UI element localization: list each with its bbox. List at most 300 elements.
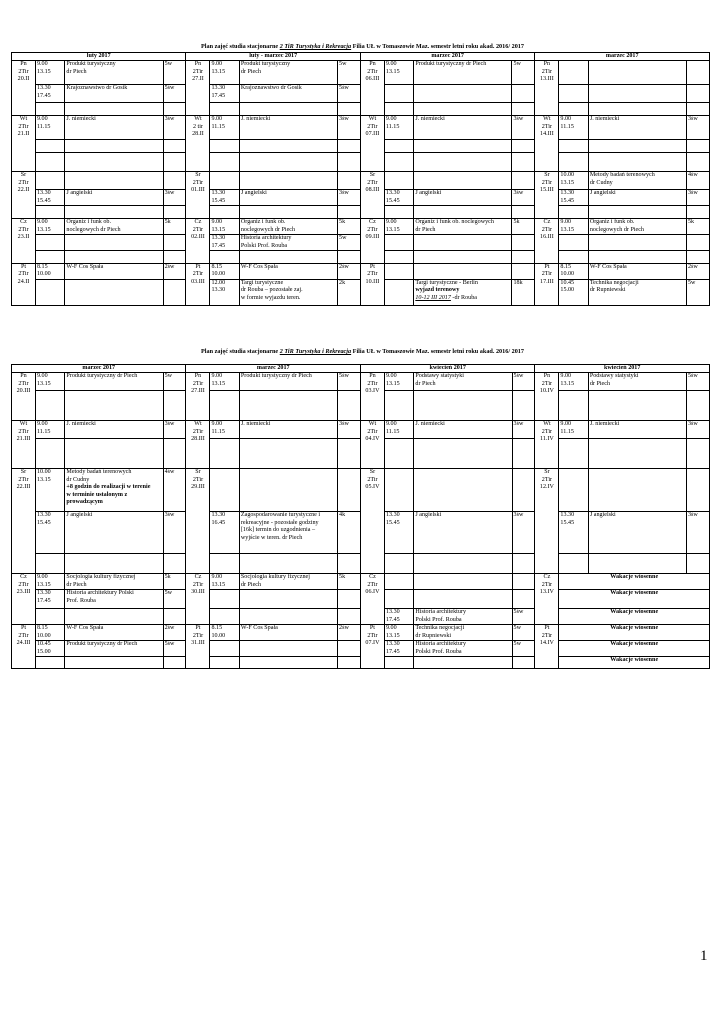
day-label-line: 2Tir xyxy=(541,380,553,387)
subject-line: Polski Prof. Rouba xyxy=(415,616,462,623)
form-cell: 4św xyxy=(163,469,186,512)
form-cell xyxy=(512,590,535,609)
form-cell xyxy=(338,140,361,153)
day-label-line: 2Tir xyxy=(367,476,378,483)
time-line: 17.45 xyxy=(385,648,400,655)
subject-line: W-F Cos Spała xyxy=(589,263,627,270)
form-cell: 3św xyxy=(512,421,535,439)
time-line: 13.30 xyxy=(211,287,226,294)
form-cell: 2św xyxy=(686,263,709,279)
day-label xyxy=(12,625,36,669)
day-label xyxy=(360,373,384,421)
subject-line: J angielski xyxy=(240,190,267,197)
time-cell xyxy=(384,219,413,235)
time-cell xyxy=(384,373,413,391)
subject-line: J. niemiecki xyxy=(589,421,620,428)
time-cell xyxy=(384,469,413,512)
day-label-line: 2Tir xyxy=(367,68,378,75)
day-label-line: 2Tir xyxy=(18,226,29,233)
day-label xyxy=(360,574,384,625)
subject-line: W-F Cos Spała xyxy=(66,263,104,270)
day-label-line: 24.III xyxy=(16,640,31,647)
subject-line: Historia architektury xyxy=(415,641,466,648)
subject-cell xyxy=(414,279,512,305)
day-label-line: 28.III xyxy=(191,436,205,443)
subject-cell xyxy=(65,279,163,305)
time-line: 13.15 xyxy=(385,380,400,387)
time-line: 9.00 xyxy=(36,373,48,380)
day-label xyxy=(360,421,384,469)
day-label xyxy=(186,574,210,625)
holiday-cell: Wakacje wiosenne xyxy=(559,590,710,609)
form-cell xyxy=(512,554,535,574)
form-cell: 2św xyxy=(338,625,361,641)
day-label-line: 13.IV xyxy=(539,589,554,596)
time-line: 13.30 xyxy=(36,190,51,197)
form-cell: 3św xyxy=(687,421,710,439)
subject-line: Organiz i funk ob. noclegowych xyxy=(415,219,494,226)
holiday-cell: Wakacje wiosenne xyxy=(559,625,710,641)
subject-cell xyxy=(239,625,337,641)
time-cell xyxy=(384,625,413,641)
time-line: 9.00 xyxy=(385,421,397,428)
day-label-line: 2Tir xyxy=(367,179,378,186)
day-label-line: 29.III xyxy=(191,484,205,491)
time-line: 13.30 xyxy=(385,609,400,616)
subject-line: Organiz i funk ob. xyxy=(66,219,111,226)
time-line: 12.00 xyxy=(211,279,226,286)
time-line: 10.00 xyxy=(36,469,51,476)
day-label xyxy=(12,116,36,172)
subject-line: Produkt turystyczny dr Piech xyxy=(415,61,487,68)
subject-cell xyxy=(588,512,686,554)
subject-cell xyxy=(414,116,512,140)
subject-line: J. niemiecki xyxy=(415,421,445,428)
time-cell xyxy=(210,439,239,469)
day-label-line: 10.III xyxy=(365,278,380,285)
time-line: 13.30 xyxy=(385,641,400,648)
subject-line: W-F Cos Spała xyxy=(240,263,278,270)
subject-cell xyxy=(588,279,686,305)
subject-cell xyxy=(588,103,686,116)
time-line: 13.15 xyxy=(36,476,51,483)
day-label-line: 2Tir xyxy=(18,380,29,387)
form-cell xyxy=(163,279,186,305)
form-cell xyxy=(512,103,535,116)
form-cell xyxy=(686,250,709,263)
form-cell xyxy=(163,554,186,574)
subject-line: J. niemiecki xyxy=(415,116,445,123)
form-cell: 5k xyxy=(686,219,709,235)
subject-line: dr Rupniewski xyxy=(589,287,626,294)
day-label-line: Pn xyxy=(543,373,551,380)
form-cell xyxy=(687,469,710,512)
day-label xyxy=(186,61,210,116)
time-cell xyxy=(210,279,239,305)
form-cell: 5w xyxy=(512,61,535,85)
subject-line: dr Cudny xyxy=(66,476,90,483)
time-cell xyxy=(210,391,239,421)
form-cell: 5w xyxy=(163,590,186,609)
time-cell xyxy=(210,172,239,190)
form-cell xyxy=(338,153,361,172)
time-line: 10.00 xyxy=(36,271,51,278)
subject-cell xyxy=(588,153,686,172)
day-label-line: Cz xyxy=(194,219,202,226)
time-line: 9.00 xyxy=(36,61,48,68)
time-cell xyxy=(384,153,413,172)
time-line: 15.45 xyxy=(385,197,400,204)
subject-cell xyxy=(239,153,337,172)
form-cell xyxy=(687,439,710,469)
subject-cell xyxy=(239,103,337,116)
subject-cell xyxy=(588,421,686,439)
day-label xyxy=(535,421,559,469)
time-cell xyxy=(35,140,64,153)
day-label-line: 2Tir xyxy=(192,226,204,233)
schedule-row xyxy=(12,61,710,85)
subject-cell xyxy=(414,625,512,641)
day-label-line: Pn xyxy=(20,373,27,380)
time-cell xyxy=(35,512,64,554)
subject-note: w terminie ustalonym z xyxy=(66,491,128,498)
time-line: 15.45 xyxy=(560,519,575,526)
time-cell xyxy=(210,554,239,574)
time-line: 8.15 xyxy=(211,625,223,632)
form-cell: 3św xyxy=(512,190,535,206)
form-cell: 2św xyxy=(338,263,361,279)
time-cell xyxy=(559,439,588,469)
subject-line: W-F Cos Spała xyxy=(66,625,104,632)
time-line: 9.00 xyxy=(211,116,223,123)
time-line: 13.30 xyxy=(36,590,51,597)
subject-cell xyxy=(239,140,337,153)
time-cell xyxy=(384,190,413,206)
form-cell xyxy=(338,609,361,625)
month-header: marzec 2017 xyxy=(186,365,360,373)
subject-cell xyxy=(65,641,163,657)
time-line: 15.45 xyxy=(36,519,51,526)
subject-line: Socjologia kultury fizycznej xyxy=(66,574,136,581)
month-header: marzec 2017 xyxy=(360,53,534,61)
time-line: 15.45 xyxy=(385,519,400,526)
day-label xyxy=(12,373,36,421)
time-cell xyxy=(210,609,239,625)
subject-line: dr Piech xyxy=(589,380,610,387)
day-label-line: 08.III xyxy=(365,187,380,194)
month-header: kwiecień 2017 xyxy=(360,365,534,373)
time-cell xyxy=(559,469,588,512)
day-label-line: Wt xyxy=(543,116,551,123)
subject-cell xyxy=(414,656,512,668)
subject-cell xyxy=(239,554,337,574)
day-label-line: 13.III xyxy=(540,76,554,83)
day-label-line: 07.III xyxy=(365,131,380,138)
subject-cell xyxy=(65,85,163,103)
time-line: 10.45 xyxy=(36,641,51,648)
day-label-line: Cz xyxy=(543,574,551,581)
day-label xyxy=(535,574,559,625)
day-label-line: 2Tir xyxy=(18,632,29,639)
form-cell: 3św xyxy=(338,190,361,206)
subject-cell xyxy=(65,103,163,116)
day-label-line: 15.III xyxy=(540,187,554,194)
subject-line: wyjazd terenowy xyxy=(415,287,460,294)
time-cell xyxy=(35,172,64,190)
time-cell xyxy=(384,590,413,609)
day-label-line: Cz xyxy=(369,574,376,581)
subject-line: Produkt turystyczny xyxy=(240,61,291,68)
subject-line: J angielski xyxy=(589,190,616,197)
form-cell: 5k xyxy=(163,219,186,235)
day-label-line: 06.III xyxy=(365,76,380,83)
day-label xyxy=(360,61,384,116)
time-cell xyxy=(35,625,64,641)
time-cell xyxy=(559,235,588,251)
time-cell xyxy=(35,279,64,305)
day-label-line: 2Tir xyxy=(541,179,553,186)
time-cell xyxy=(384,85,413,103)
day-label-line: 09.III xyxy=(365,234,380,241)
schedule-row xyxy=(12,421,710,439)
day-label-line: 22.III xyxy=(16,484,31,491)
day-label-line: Śr xyxy=(20,469,27,476)
form-cell: 18k xyxy=(512,279,535,305)
time-line: 13.30 xyxy=(211,85,226,92)
day-label-line: 23.III xyxy=(16,589,31,596)
day-label-line: Pt xyxy=(544,625,550,632)
subject-cell xyxy=(414,219,512,235)
day-label-line: 2Tir xyxy=(367,271,378,278)
day-label-line: 2Tir xyxy=(541,428,553,435)
subject-cell xyxy=(588,219,686,235)
form-cell xyxy=(163,172,186,190)
subject-cell xyxy=(239,279,337,305)
form-cell xyxy=(512,574,535,590)
form-cell: 2św xyxy=(163,263,186,279)
schedule-row xyxy=(12,263,710,279)
subject-cell xyxy=(414,590,512,609)
subject-line: Metody badań terenowych xyxy=(589,172,655,179)
time-line: 10.00 xyxy=(211,632,226,639)
day-label xyxy=(535,116,559,172)
day-label xyxy=(360,469,384,574)
day-label-line: 2Tir xyxy=(192,581,204,588)
time-line: 9.00 xyxy=(211,61,223,68)
subject-line: Organiz i funk ob. xyxy=(589,219,635,226)
form-cell: 5k xyxy=(512,219,535,235)
time-cell xyxy=(559,279,588,305)
time-cell xyxy=(35,103,64,116)
day-label-line: Pt xyxy=(544,263,550,270)
time-cell xyxy=(384,574,413,590)
subject-line: Technika negocjacji xyxy=(589,279,639,286)
time-cell xyxy=(559,554,588,574)
time-cell xyxy=(35,219,64,235)
day-label xyxy=(535,373,559,421)
day-label xyxy=(535,469,559,574)
form-cell: 5k xyxy=(338,574,361,590)
time-cell xyxy=(210,235,239,251)
subject-cell xyxy=(414,641,512,657)
day-label-line: 2Tir xyxy=(18,271,29,278)
subject-line: Krajoznawstwo dr Gosik xyxy=(240,85,302,92)
subject-cell xyxy=(414,554,512,574)
day-label-line: Śr xyxy=(369,172,376,179)
form-cell xyxy=(163,250,186,263)
form-cell: 3św xyxy=(163,512,186,554)
form-cell: 5w xyxy=(163,373,186,391)
subject-line: Historia architektury Polski xyxy=(66,590,134,597)
subject-cell xyxy=(65,590,163,609)
subject-cell xyxy=(65,625,163,641)
form-cell xyxy=(512,140,535,153)
day-label-line: 2Tir xyxy=(192,632,204,639)
subject-cell xyxy=(239,235,337,251)
time-line: 9.00 xyxy=(211,219,223,226)
form-cell: 2św xyxy=(163,625,186,641)
day-label-line: Śr xyxy=(195,172,201,179)
subject-cell xyxy=(239,590,337,609)
schedule-table-2 xyxy=(11,364,710,669)
form-cell: 3św xyxy=(687,512,710,554)
day-label-line: 2Tir xyxy=(18,581,29,588)
time-line: 11.15 xyxy=(36,123,51,130)
time-cell xyxy=(559,190,588,206)
time-line: 10.45 xyxy=(560,279,575,286)
day-label-line: 2Tir xyxy=(192,179,204,186)
day-label xyxy=(12,263,36,305)
form-cell: 5w xyxy=(512,625,535,641)
day-label-line: 2Tir xyxy=(367,123,378,130)
time-cell xyxy=(559,263,588,279)
subject-cell xyxy=(414,263,512,279)
subject-cell xyxy=(588,85,686,103)
time-line: 9.00 xyxy=(560,219,572,226)
form-cell: 3św xyxy=(163,190,186,206)
month-header-row xyxy=(12,53,710,61)
time-line: 11.15 xyxy=(560,428,574,435)
subject-line: dr Rupniewski xyxy=(415,632,452,639)
time-line: 9.00 xyxy=(211,373,223,380)
time-cell xyxy=(35,656,64,668)
subject-cell xyxy=(588,140,686,153)
form-cell xyxy=(512,656,535,668)
form-cell xyxy=(163,391,186,421)
day-label-line: Pt xyxy=(369,625,375,632)
time-cell xyxy=(35,609,64,625)
time-cell xyxy=(210,512,239,554)
subject-line: Produkt turystyczny dr Piech xyxy=(66,641,138,648)
day-label-line: 2Tir xyxy=(367,428,378,435)
day-label xyxy=(186,625,210,669)
page-number: 1 xyxy=(700,948,708,964)
time-line: 9.00 xyxy=(385,116,397,123)
time-cell xyxy=(384,609,413,625)
time-cell xyxy=(210,373,239,391)
subject-line: J. niemiecki xyxy=(66,116,96,123)
form-cell xyxy=(686,61,709,85)
subject-cell xyxy=(239,439,337,469)
form-cell xyxy=(163,103,186,116)
time-line: 9.00 xyxy=(36,219,48,226)
subject-line: rekreacyjne - pozostałe godziny xyxy=(240,519,319,526)
subject-cell xyxy=(239,512,337,554)
form-cell xyxy=(512,85,535,103)
subject-cell xyxy=(588,116,686,140)
subject-cell xyxy=(65,250,163,263)
time-line: 9.00 xyxy=(560,421,572,428)
subject-line: noclegowych dr Piech xyxy=(589,226,644,233)
subject-cell xyxy=(65,554,163,574)
subject-cell xyxy=(65,373,163,391)
subject-line: Technika negocjacji xyxy=(415,625,465,632)
month-header: luty 2017 xyxy=(12,53,186,61)
day-label-line: Wt xyxy=(194,421,202,428)
form-cell: 3św xyxy=(163,421,186,439)
time-cell xyxy=(35,250,64,263)
day-label-line: Pt xyxy=(195,263,201,270)
time-cell xyxy=(384,103,413,116)
day-label-line: Wt xyxy=(19,421,28,428)
subject-cell xyxy=(239,219,337,235)
time-cell xyxy=(35,190,64,206)
subject-cell xyxy=(414,61,512,85)
subject-cell xyxy=(414,373,512,391)
subject-line: Produkt turystyczny dr Piech xyxy=(240,373,312,380)
day-label xyxy=(186,263,210,305)
time-cell xyxy=(210,469,239,512)
time-cell xyxy=(210,250,239,263)
form-cell: 5w xyxy=(338,61,361,85)
subject-cell xyxy=(414,103,512,116)
subject-cell xyxy=(65,61,163,85)
day-label-line: Pt xyxy=(20,263,27,270)
day-label-line: 24.II xyxy=(17,278,30,285)
subject-cell xyxy=(239,641,337,657)
day-label-line: 12.IV xyxy=(539,484,554,491)
day-label-line: 2 tir xyxy=(192,123,203,130)
day-label-line: Śr xyxy=(544,469,550,476)
subject-cell xyxy=(414,250,512,263)
form-cell xyxy=(163,235,186,251)
form-cell: 3św xyxy=(338,116,361,140)
time-line: 11.15 xyxy=(560,123,574,130)
time-line: 13.15 xyxy=(211,68,226,75)
subject-cell xyxy=(239,116,337,140)
time-cell xyxy=(384,235,413,251)
day-label xyxy=(12,574,36,625)
time-cell xyxy=(384,172,413,190)
time-cell xyxy=(210,116,239,140)
time-line: 13.15 xyxy=(560,226,575,233)
form-cell xyxy=(338,391,361,421)
form-cell: 5św xyxy=(163,641,186,657)
subject-cell xyxy=(414,512,512,554)
subject-cell xyxy=(239,391,337,421)
time-line: 13.15 xyxy=(211,380,226,387)
time-cell xyxy=(210,103,239,116)
subject-cell xyxy=(239,250,337,263)
time-cell xyxy=(210,641,239,657)
day-label-line: Śr xyxy=(20,172,27,179)
schedule-row xyxy=(12,172,710,190)
day-label-line: 2Tir xyxy=(541,581,553,588)
day-label xyxy=(360,263,384,305)
form-cell: 5w xyxy=(163,61,186,85)
form-cell: 5k xyxy=(338,219,361,235)
day-label xyxy=(186,116,210,172)
